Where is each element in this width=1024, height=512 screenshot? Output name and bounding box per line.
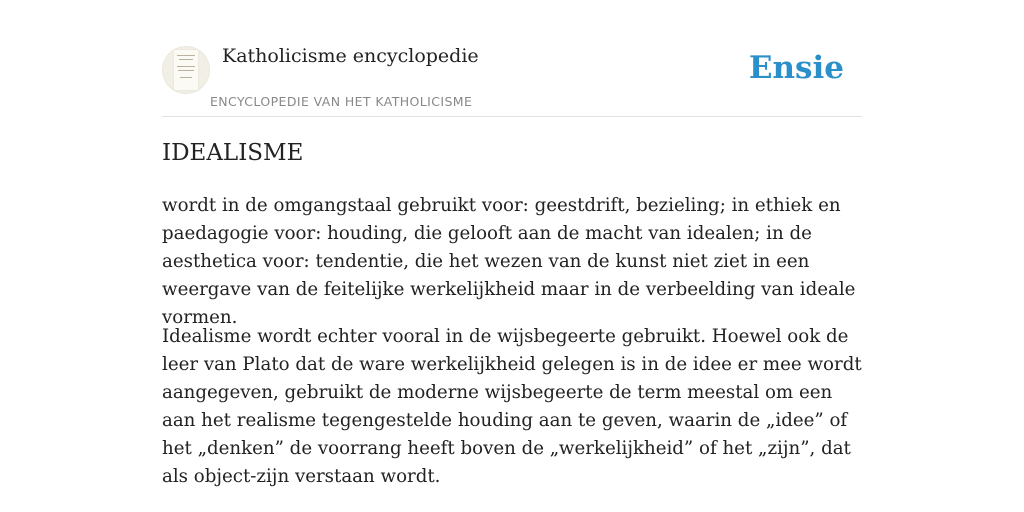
page-container <box>162 0 862 487</box>
cover-line <box>179 59 193 60</box>
site-subtitle: ENCYCLOPEDIE VAN HET KATHOLICISME <box>210 94 473 109</box>
site-name-link[interactable]: Katholicisme encyclopedie <box>222 45 479 67</box>
cover-line <box>177 66 195 67</box>
cover-line <box>180 77 192 78</box>
cover-line <box>178 70 194 71</box>
article-title: IDEALISME <box>162 140 304 166</box>
brand-logo-link[interactable]: Ensie <box>748 50 844 86</box>
book-cover-icon[interactable] <box>162 46 210 94</box>
article-paragraph-2: Idealisme wordt echter vooral in de wijsbegeerte gebruikt. Hoewel ook de leer van Plato dat de ware werkelijkheid gelegen is in de idee er mee wordt aangegeven, gebruikt de moderne wijsbegeerte de term meestal om een aan het realisme tegengestelde houding aan te geven, waarin de „idee” of het „denken” de voorrang heeft boven de „werkelijkheid” of het „zijn”, dat als object-zijn verstaan wordt. <box>162 326 862 487</box>
article-paragraph-1: wordt in de omgangstaal gebruikt voor: geestdrift, bezieling; in ethiek en paedagogie voor: houding, die gelooft aan de macht van idealen; in de aesthetica voor: tendentie, die het wezen van de kunst niet ziet in een weergave van de feitelijke werkelijkheid maar in de verbeelding van ideale vormen. <box>162 195 856 328</box>
cover-line <box>177 55 195 56</box>
site-header <box>162 0 862 117</box>
